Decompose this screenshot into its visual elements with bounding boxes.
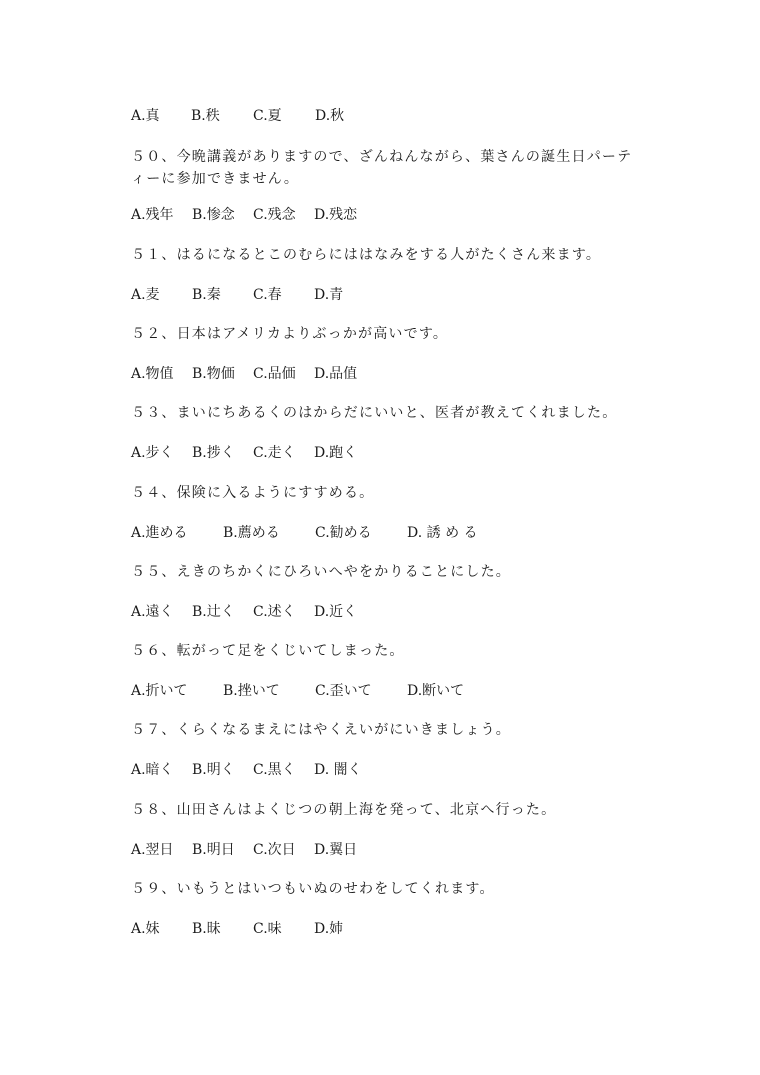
option-b: B.明日 bbox=[192, 842, 235, 858]
options-row-57 bbox=[131, 760, 362, 780]
option-c: C.夏 bbox=[253, 108, 282, 124]
option-a: A.物值 bbox=[131, 366, 174, 382]
option-b: B.明く bbox=[192, 762, 235, 778]
option-b: B.辻く bbox=[192, 604, 235, 620]
option-d: D.品值 bbox=[314, 366, 358, 382]
option-a: A.妹 bbox=[131, 921, 160, 937]
options-row-50 bbox=[131, 205, 357, 225]
question-52: ５２、日本はアメリカよりぶっかが高いです。 bbox=[131, 326, 449, 342]
option-c: C.残念 bbox=[253, 207, 296, 223]
question-55: ５５、えきのちかくにひろいへやをかりることにした。 bbox=[131, 564, 511, 580]
option-b: B.捗く bbox=[192, 445, 235, 461]
options-row-52 bbox=[131, 364, 357, 384]
option-b: B.惨念 bbox=[192, 207, 235, 223]
options-row-58 bbox=[131, 840, 357, 860]
option-a: A.折いて bbox=[131, 683, 188, 699]
question-59: ５９、いもうとはいつもいぬのせわをしてくれます。 bbox=[131, 881, 495, 897]
option-c: C.歪いて bbox=[315, 683, 372, 699]
options-row-55 bbox=[131, 602, 357, 622]
option-c: C.走く bbox=[253, 445, 296, 461]
option-b: B.昧 bbox=[192, 921, 221, 937]
question-57: ５７、くらくなるまえにはやくえいがにいきましょう。 bbox=[131, 722, 511, 738]
question-51: ５１、はるになるとこのむらにははなみをする人がたくさん来ます。 bbox=[131, 247, 602, 263]
option-a: A.翌日 bbox=[131, 842, 174, 858]
option-d: D.秋 bbox=[315, 108, 345, 124]
option-c: C.品価 bbox=[253, 366, 296, 382]
options-row-56 bbox=[131, 681, 464, 701]
option-d: D.姉 bbox=[314, 921, 344, 937]
option-b: B.薦める bbox=[223, 525, 280, 541]
option-c: C.味 bbox=[253, 921, 282, 937]
options-row-49 bbox=[131, 106, 344, 126]
option-b: B.物価 bbox=[192, 366, 235, 382]
options-row-51 bbox=[131, 285, 343, 305]
option-d: D.跑く bbox=[314, 445, 358, 461]
question-58: ５８、山田さんはよくじつの朝上海を発って、北京へ行った。 bbox=[131, 802, 557, 818]
option-d: D.青 bbox=[314, 287, 344, 303]
option-c: C.述く bbox=[253, 604, 296, 620]
option-a: A.残年 bbox=[131, 207, 174, 223]
option-a: A.步く bbox=[131, 445, 174, 461]
question-50: ５０、今晩講義がありますので、ざんねんながら、葉さんの誕生日パーティーに参加できません。 bbox=[131, 149, 633, 187]
option-a: A.遠く bbox=[131, 604, 174, 620]
options-row-54 bbox=[131, 523, 478, 543]
option-d: D. 誘 め る bbox=[407, 525, 478, 541]
option-b: B.秩 bbox=[191, 108, 220, 124]
option-c: C.勧める bbox=[315, 525, 372, 541]
option-a: A.進める bbox=[131, 525, 188, 541]
option-c: C.次日 bbox=[253, 842, 296, 858]
option-d: D. 闇く bbox=[314, 762, 362, 778]
option-a: A.暗く bbox=[131, 762, 174, 778]
option-c: C.黒く bbox=[253, 762, 296, 778]
option-d: D.断いて bbox=[407, 683, 465, 699]
question-56: ５６、転がって足をくじいてしまった。 bbox=[131, 643, 405, 659]
question-53: ５３、まいにちあるくのはからだにいいと、医者が教えてくれました。 bbox=[131, 405, 618, 421]
options-row-53 bbox=[131, 443, 357, 463]
option-b: B.挫いて bbox=[223, 683, 280, 699]
question-54: ５４、保険に入るようにすすめる。 bbox=[131, 485, 375, 501]
option-c: C.春 bbox=[253, 287, 282, 303]
option-d: D.翼日 bbox=[314, 842, 358, 858]
option-a: A.麦 bbox=[131, 287, 160, 303]
option-d: D.近く bbox=[314, 604, 358, 620]
options-row-59 bbox=[131, 919, 343, 939]
option-a: A.真 bbox=[131, 108, 160, 124]
option-d: D.残恋 bbox=[314, 207, 358, 223]
option-b: B.秦 bbox=[192, 287, 221, 303]
